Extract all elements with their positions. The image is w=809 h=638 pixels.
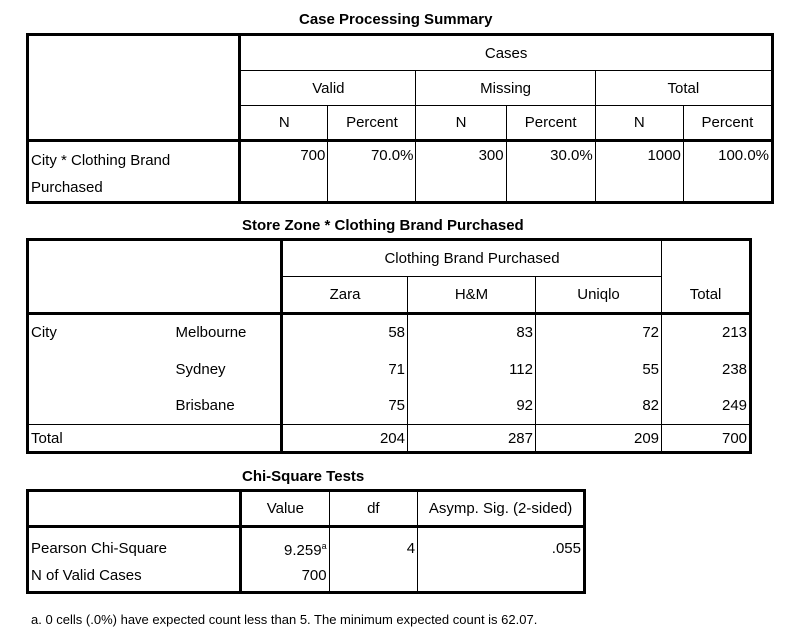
valid-cases-sig [418,561,585,593]
cell-melbourne-zara: 58 [282,314,408,351]
sig-header: Asymp. Sig. (2-sided) [418,491,585,527]
pearson-footnote-marker: a [321,540,327,551]
cell-brisbane-hm: 92 [408,388,536,425]
cell-melbourne-uniqlo: 72 [536,314,662,351]
chi-square-title: Chi-Square Tests [242,468,365,485]
brand-header: Clothing Brand Purchased [282,240,662,277]
cell-melbourne-hm: 83 [408,314,536,351]
case-summary-corner [28,35,240,141]
n-header: N [240,106,328,141]
percent-header: Percent [683,106,772,141]
row-label-sydney: Sydney [172,351,282,388]
df-header: df [329,491,417,527]
valid-percent-value: 70.0% [328,141,416,203]
n-header: N [416,106,506,141]
cell-total-uniqlo: 209 [536,425,662,453]
crosstab-table [26,238,752,454]
cell-total-zara: 204 [282,425,408,453]
pearson-value-number: 9.259 [284,541,322,559]
cases-header: Cases [240,35,773,71]
valid-header: Valid [240,71,416,106]
brand-zara: Zara [282,277,408,314]
total-column-header: Total [662,240,751,314]
valid-cases-df [329,561,417,593]
chi-square-corner [28,491,241,527]
case-summary-title: Case Processing Summary [299,11,493,28]
chi-square-table [26,489,586,594]
percent-header: Percent [328,106,416,141]
total-percent-value: 100.0% [683,141,772,203]
n-header: N [595,106,683,141]
cell-total-total: 700 [662,425,751,453]
row-label-line2: Purchased [31,179,103,196]
cell-brisbane-zara: 75 [282,388,408,425]
footnote: a. 0 cells (.0%) have expected count less than 5. The minimum expected count is 62.07. [31,612,538,627]
missing-percent-value: 30.0% [506,141,595,203]
pearson-label: Pearson Chi-Square [28,527,241,561]
cell-brisbane-total: 249 [662,388,751,425]
cell-sydney-zara: 71 [282,351,408,388]
cell-sydney-uniqlo: 55 [536,351,662,388]
pearson-df: 4 [329,527,417,561]
row-label-brisbane: Brisbane [172,388,282,425]
percent-header: Percent [506,106,595,141]
pearson-value [241,527,329,561]
brand-uniqlo: Uniqlo [536,277,662,314]
total-header: Total [595,71,772,106]
crosstab-title: Store Zone * Clothing Brand Purchased [242,217,524,234]
missing-header: Missing [416,71,595,106]
total-n-value: 1000 [595,141,683,203]
valid-n-value: 700 [240,141,328,203]
case-summary-row-label [28,141,240,203]
city-label: City [28,314,172,425]
valid-cases-label: N of Valid Cases [28,561,241,593]
row-label-line1: City * Clothing Brand [31,152,171,169]
missing-n-value: 300 [416,141,506,203]
row-label-total: Total [28,425,282,453]
cell-sydney-hm: 112 [408,351,536,388]
cell-sydney-total: 238 [662,351,751,388]
cell-total-hm: 287 [408,425,536,453]
cell-melbourne-total: 213 [662,314,751,351]
cell-brisbane-uniqlo: 82 [536,388,662,425]
brand-hm: H&M [408,277,536,314]
value-header: Value [241,491,329,527]
valid-cases-value: 700 [241,561,329,593]
row-label-melbourne: Melbourne [172,314,282,351]
pearson-sig: .055 [418,527,585,561]
crosstab-corner [28,240,282,314]
case-summary-table [26,33,774,204]
